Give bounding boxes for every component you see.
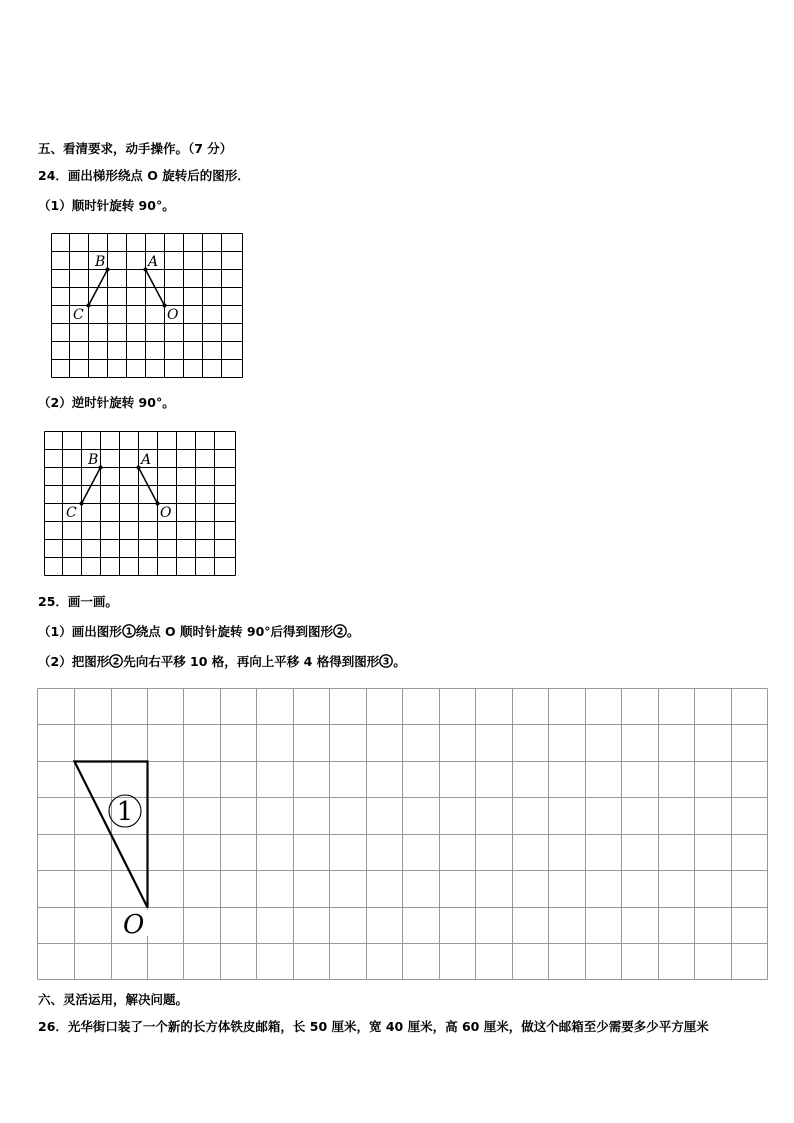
label-c-2: C — [66, 505, 77, 521]
q25-part1-mid: 绕点 O 顺时针旋转 90°后得到图形 — [135, 624, 334, 639]
q25-part1-end: 。 — [347, 624, 360, 639]
q24-grid-1 — [51, 233, 245, 380]
label-a: A — [148, 254, 159, 270]
q25-part1-pre: （1）画出图形 — [38, 624, 122, 639]
q24-stem: 24．画出梯形绕点 O 旋转后的图形． — [38, 168, 250, 183]
circled-three — [379, 654, 393, 668]
label-b: B — [95, 254, 106, 270]
q25-part1 — [38, 624, 360, 640]
q26-stem: 26．光华街口装了一个新的长方体铁皮邮箱，长 50 厘米，宽 40 厘米，高 60 厘米，做这个邮箱至少需要多少平方厘米 — [38, 1019, 709, 1034]
section-6-title: 六、灵活运用，解决问题。 — [38, 992, 189, 1007]
point-o-label: O — [123, 910, 145, 940]
label-o-2: O — [160, 505, 172, 521]
q25-part2 — [38, 654, 406, 670]
svg-text:1: 1 — [125, 626, 133, 638]
label-c: C — [73, 307, 84, 323]
q25-stem: 25．画一画。 — [38, 594, 118, 609]
section-5-title: 五、看清要求，动手操作。（7 分） — [38, 141, 233, 156]
label-b-2: B — [88, 452, 99, 468]
q25-part2-pre: （2）把图形 — [38, 654, 110, 669]
circled-two — [333, 624, 347, 638]
svg-text:2: 2 — [336, 626, 344, 638]
q25-grid — [37, 688, 769, 982]
circled-one — [122, 624, 136, 638]
q24-grid-2 — [44, 431, 238, 578]
shape-1-label: 1 — [116, 797, 134, 827]
svg-text:3: 3 — [382, 656, 390, 668]
label-o: O — [167, 307, 179, 323]
q25-part2-end: 。 — [393, 654, 406, 669]
q24-part1: （1）顺时针旋转 90°。 — [38, 198, 175, 213]
circled-two-b — [109, 654, 123, 668]
svg-text:2: 2 — [112, 656, 120, 668]
label-a-2: A — [141, 452, 152, 468]
q24-part2: （2）逆时针旋转 90°。 — [38, 395, 175, 410]
q25-part2-mid: 先向右平移 10 格，再向上平移 4 格得到图形 — [123, 654, 380, 669]
